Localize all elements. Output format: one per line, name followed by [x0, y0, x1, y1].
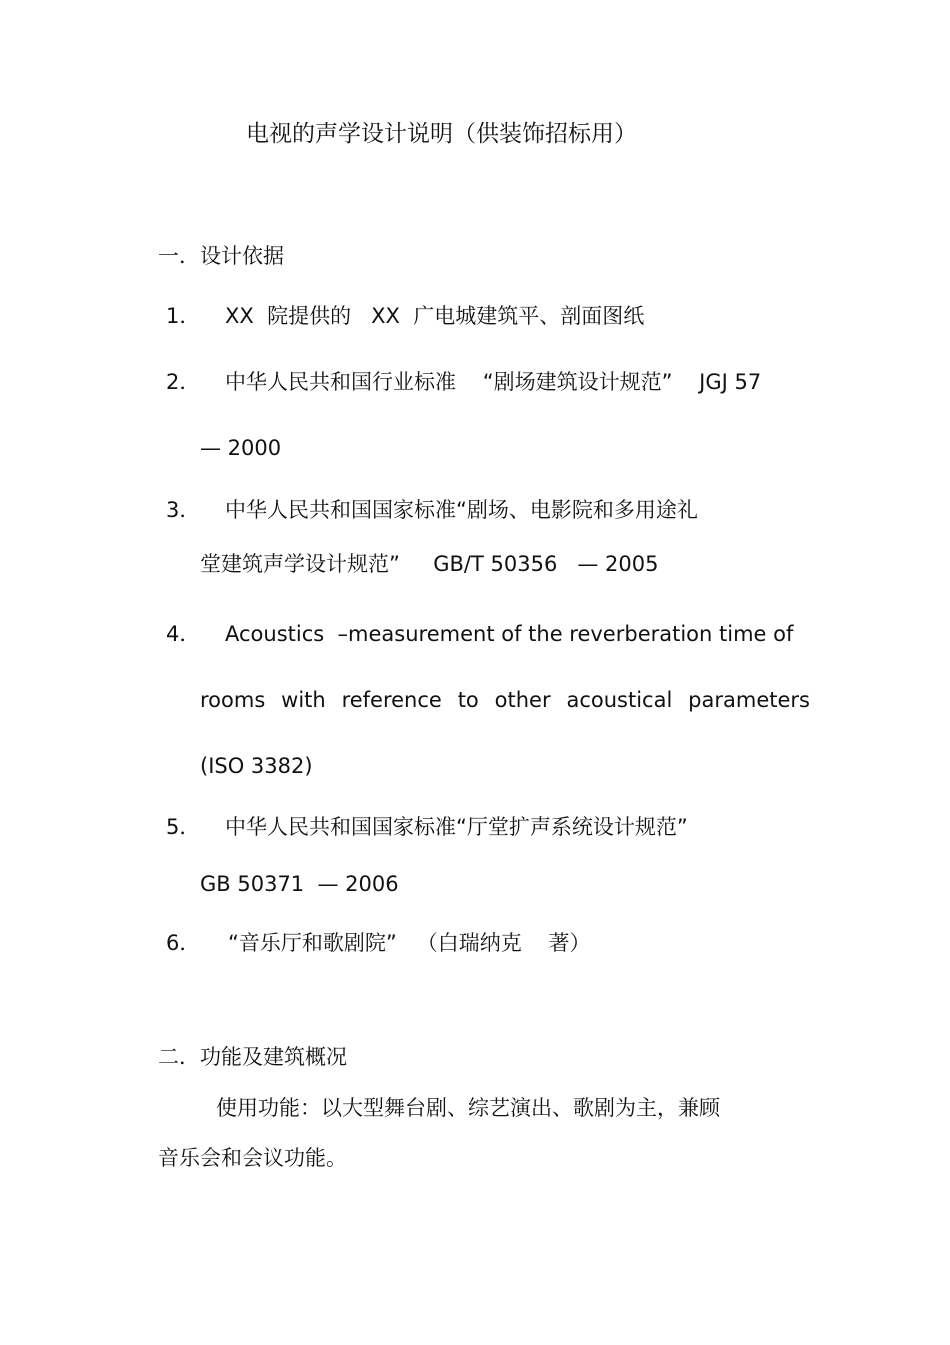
- list-item-text: Acoustics –measurement of the reverberation time of: [225, 622, 794, 646]
- list-number: 2．: [166, 370, 201, 394]
- word: parameters: [688, 688, 810, 712]
- word: acoustical: [566, 688, 673, 712]
- word: rooms: [200, 688, 266, 712]
- list-item-text: GB 50371 — 2006: [200, 872, 399, 896]
- section-heading-overview: 二．功能及建筑概况: [158, 1045, 347, 1069]
- list-item-text: 堂建筑声学设计规范” GB/T 50356 — 2005: [200, 552, 659, 576]
- list-number: 3．: [166, 498, 201, 522]
- list-item-text: 中华人民共和国行业标准 “剧场建筑设计规范” JGJ 57: [225, 370, 762, 394]
- list-item-text: 中华人民共和国国家标准“厅堂扩声系统设计规范”: [225, 815, 688, 839]
- paragraph-line: 音乐会和会议功能。: [158, 1146, 347, 1170]
- list-number: 1．: [166, 304, 201, 328]
- paragraph-line: 使用功能：以大型舞台剧、综艺演出、歌剧为主，兼顾: [216, 1096, 720, 1120]
- list-number: 6．: [166, 931, 201, 955]
- list-item-text: “音乐厅和歌剧院” （白瑞纳克 著）: [228, 931, 591, 955]
- list-item-text: (ISO 3382): [200, 754, 313, 778]
- document-title: 电视的声学设计说明（供装饰招标用）: [246, 121, 637, 147]
- list-item-text: — 2000: [200, 436, 282, 460]
- word: other: [494, 688, 551, 712]
- section-heading-basis: 一．设计依据: [158, 244, 284, 268]
- list-number: 4．: [166, 622, 201, 646]
- word: reference: [341, 688, 442, 712]
- list-number: 5．: [166, 815, 201, 839]
- list-item-text: XX 院提供的 XX 广电城建筑平、剖面图纸: [225, 304, 645, 328]
- list-item-justified-line: [200, 686, 810, 714]
- word: with: [281, 688, 326, 712]
- word: to: [457, 688, 479, 712]
- list-item-text: 中华人民共和国国家标准“剧场、电影院和多用途礼: [225, 498, 698, 522]
